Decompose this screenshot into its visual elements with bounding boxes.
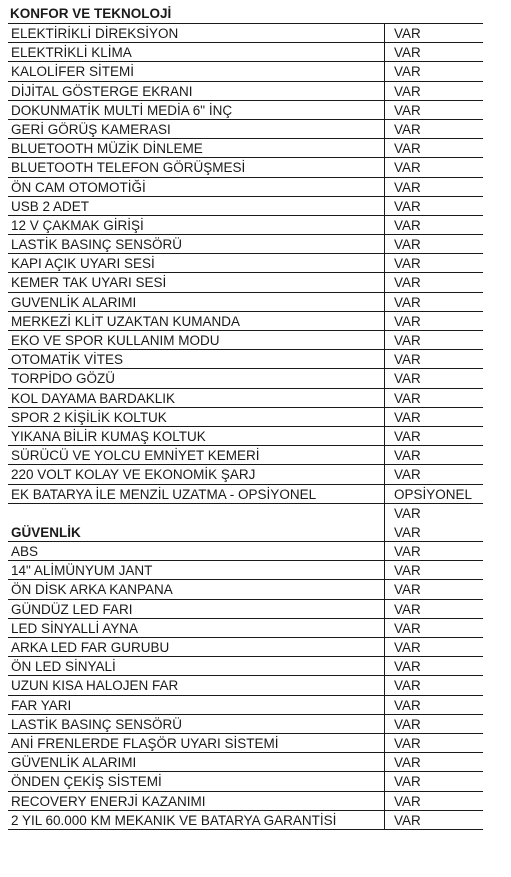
feature-label: TORPİDO GÖZÜ <box>8 369 385 387</box>
feature-label: YIKANA BİLİR KUMAŞ KOLTUK <box>8 427 385 445</box>
feature-label: GERİ GÖRÜŞ KAMERASI <box>8 120 385 138</box>
feature-label: EKO VE SPOR KULLANIM MODU <box>8 331 385 349</box>
feature-value: VAR <box>394 755 421 771</box>
spec-row <box>8 561 483 580</box>
feature-label: MERKEZİ KLİT UZAKTAN KUMANDA <box>8 312 385 330</box>
feature-value: VAR <box>394 448 421 464</box>
spec-row <box>8 542 483 561</box>
spacer-value: VAR <box>394 505 421 521</box>
spec-row <box>8 638 483 657</box>
section-heading-comfort: KONFOR VE TEKNOLOJİ <box>8 4 483 24</box>
feature-label: ÖN CAM OTOMOTİĞİ <box>8 178 385 196</box>
spec-row <box>8 753 483 772</box>
feature-value: VAR <box>394 409 421 425</box>
feature-label: GÜVENLİK ALARIMI <box>8 753 385 771</box>
feature-label: UZUN KISA HALOJEN FAR <box>8 676 385 694</box>
spec-row <box>8 24 483 43</box>
spec-row <box>8 734 483 753</box>
feature-value: VAR <box>394 659 421 675</box>
spec-row <box>8 369 483 388</box>
feature-value: VAR <box>394 275 421 291</box>
feature-value: VAR <box>394 544 421 560</box>
spec-row <box>8 101 483 120</box>
feature-label: SÜRÜCÜ VE YOLCU EMNİYET KEMERİ <box>8 446 385 464</box>
spacer-row <box>8 504 483 523</box>
spec-row <box>8 427 483 446</box>
feature-label: LASTİK BASINÇ SENSÖRÜ <box>8 235 385 253</box>
feature-value: VAR <box>394 716 421 732</box>
spec-row <box>8 43 483 62</box>
spec-row <box>8 178 483 197</box>
feature-label: KALOLİFER SİTEMİ <box>8 62 385 80</box>
feature-label: 14" ALİMÜNYUM JANT <box>8 561 385 579</box>
spec-row <box>8 772 483 791</box>
spec-row <box>8 619 483 638</box>
feature-label: BLUETOOTH MÜZİK DİNLEME <box>8 139 385 157</box>
feature-label: KEMER TAK UYARI SESİ <box>8 273 385 291</box>
feature-label: LASTİK BASINÇ SENSÖRÜ <box>8 715 385 733</box>
feature-label: USB 2 ADET <box>8 197 385 215</box>
feature-value: VAR <box>394 371 421 387</box>
feature-value: VAR <box>394 812 421 828</box>
section-heading-safety: GÜVENLİK <box>8 523 385 541</box>
feature-label: EK BATARYA İLE MENZİL UZATMA - OPSİYONEL <box>8 485 385 503</box>
spec-row <box>8 811 483 830</box>
spec-row <box>8 676 483 695</box>
feature-label: GUVENLİK ALARIMI <box>8 293 385 311</box>
feature-value: VAR <box>394 45 421 61</box>
feature-label: DOKUNMATİK MULTİ MEDİA 6" İNÇ <box>8 101 385 119</box>
feature-value: VAR <box>394 64 421 80</box>
feature-value: VAR <box>394 294 421 310</box>
feature-value: VAR <box>394 774 421 790</box>
feature-value: VAR <box>394 620 421 636</box>
comfort-rows <box>8 24 483 504</box>
spec-row <box>8 465 483 484</box>
feature-label: SPOR 2 KİŞİLİK KOLTUK <box>8 408 385 426</box>
feature-label: ELEKTRİKLİ KLİMA <box>8 43 385 61</box>
spec-row <box>8 82 483 101</box>
feature-label: GÜNDÜZ LED FARI <box>8 600 385 618</box>
feature-value: VAR <box>394 467 421 483</box>
spec-row <box>8 696 483 715</box>
spec-row <box>8 62 483 81</box>
spec-row <box>8 235 483 254</box>
spec-row <box>8 446 483 465</box>
section-heading-safety-value: VAR <box>394 524 421 540</box>
feature-label: 220 VOLT KOLAY VE EKONOMİK ŞARJ <box>8 465 385 483</box>
feature-value: VAR <box>394 313 421 329</box>
spec-row <box>8 792 483 811</box>
feature-value: VAR <box>394 237 421 253</box>
spec-row <box>8 600 483 619</box>
spec-row <box>8 293 483 312</box>
spec-row <box>8 158 483 177</box>
feature-label: FAR YARI <box>8 696 385 714</box>
feature-value: VAR <box>394 217 421 233</box>
feature-value: VAR <box>394 563 421 579</box>
feature-value: VAR <box>394 160 421 176</box>
feature-value: VAR <box>394 390 421 406</box>
feature-label: KAPI AÇIK UYARI SESİ <box>8 254 385 272</box>
feature-label: ABS <box>8 542 385 560</box>
feature-label: ELEKTİRİKLİ DİREKSİYON <box>8 24 385 42</box>
feature-value: VAR <box>394 198 421 214</box>
spec-row <box>8 350 483 369</box>
feature-label: ÖNDEN ÇEKİŞ SİSTEMİ <box>8 772 385 790</box>
feature-label: ÖN DİSK ARKA KANPANA <box>8 580 385 598</box>
feature-value: VAR <box>394 428 421 444</box>
spec-row <box>8 485 483 504</box>
spec-row <box>8 120 483 139</box>
safety-rows <box>8 542 483 830</box>
feature-value: VAR <box>394 793 421 809</box>
feature-value: VAR <box>394 83 421 99</box>
feature-value: VAR <box>394 678 421 694</box>
spec-row <box>8 657 483 676</box>
spec-row <box>8 331 483 350</box>
feature-label: RECOVERY ENERJİ KAZANIMI <box>8 792 385 810</box>
feature-value: VAR <box>394 333 421 348</box>
spec-row <box>8 389 483 408</box>
feature-label: ARKA LED FAR GURUBU <box>8 638 385 656</box>
feature-value: VAR <box>394 697 421 713</box>
spec-row <box>8 580 483 599</box>
feature-label: KOL DAYAMA BARDAKLIK <box>8 389 385 407</box>
feature-value: VAR <box>394 179 421 195</box>
spec-row <box>8 715 483 734</box>
spec-row <box>8 197 483 216</box>
spec-row <box>8 408 483 427</box>
feature-value: VAR <box>394 582 421 598</box>
feature-value: VAR <box>394 121 421 137</box>
feature-label: 2 YIL 60.000 KM MEKANIK VE BATARYA GARANTİSİ <box>8 811 385 829</box>
spec-row <box>8 216 483 235</box>
feature-value: VAR <box>394 141 421 157</box>
feature-label: OTOMATİK VİTES <box>8 350 385 368</box>
feature-label: DİJİTAL GÖSTERGE EKRANI <box>8 82 385 100</box>
spec-row <box>8 139 483 158</box>
feature-label: 12 V ÇAKMAK GİRİŞİ <box>8 216 385 234</box>
spec-row <box>8 254 483 273</box>
feature-label: BLUETOOTH TELEFON GÖRÜŞMESİ <box>8 158 385 176</box>
feature-value: VAR <box>394 735 421 751</box>
feature-label: ANİ FRENLERDE FLAŞÖR UYARI SİSTEMİ <box>8 734 385 752</box>
feature-value: VAR <box>394 352 421 368</box>
spec-row <box>8 312 483 331</box>
feature-value: VAR <box>394 256 421 272</box>
feature-value: VAR <box>394 640 421 655</box>
spec-row <box>8 273 483 292</box>
spacer-label <box>8 504 385 523</box>
feature-label: LED SİNYALLİ AYNA <box>8 619 385 637</box>
feature-value: OPSİYONEL <box>394 486 473 502</box>
feature-value: VAR <box>394 102 421 118</box>
feature-label: ÖN LED SİNYALİ <box>8 657 385 675</box>
section-heading-row-safety <box>8 523 483 542</box>
spec-table <box>8 4 483 830</box>
feature-value: VAR <box>394 601 421 617</box>
feature-value: VAR <box>394 26 421 41</box>
